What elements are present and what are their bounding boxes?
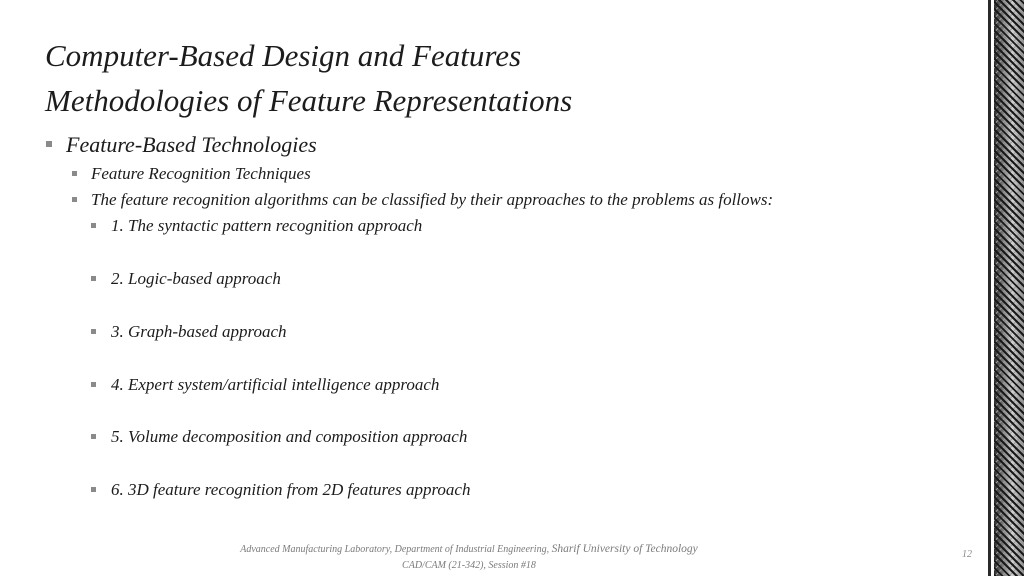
bullet-text: 2. Logic-based approach (111, 269, 281, 288)
decorative-side-strip (978, 0, 1024, 576)
bullet-approach-4 (91, 374, 439, 396)
hatch-pattern-decoration (994, 0, 1024, 576)
square-bullet-icon (91, 487, 96, 492)
bullet-text: 5. Volume decomposition and composition approach (111, 427, 468, 446)
bullet-approach-1 (91, 215, 422, 237)
footer-lab-department: Advanced Manufacturing Laboratory, Department of Industrial Engineering, (240, 544, 552, 555)
footer-affiliation (0, 542, 938, 557)
square-bullet-icon (91, 223, 96, 228)
footer-university: Sharif University of Technology (551, 543, 698, 555)
bullet-text: 6. 3D feature recognition from 2D features approach (111, 480, 471, 499)
title-line-1: Computer-Based Design and Features (45, 38, 522, 73)
square-bullet-icon (91, 382, 96, 387)
bullet-text: 3. Graph-based approach (111, 322, 287, 341)
bullet-approach-2 (91, 268, 281, 290)
bullet-feature-recognition-techniques (72, 163, 311, 185)
bullet-approach-3 (91, 321, 287, 343)
bullet-text: 1. The syntactic pattern recognition approach (111, 216, 423, 235)
bullet-approach-6 (91, 479, 470, 501)
bullet-text: Feature Recognition Techniques (91, 164, 311, 183)
square-bullet-icon (91, 434, 96, 439)
square-bullet-icon (72, 171, 77, 176)
bullet-approach-5 (91, 426, 467, 448)
slide-title (45, 33, 572, 123)
bullet-text: 4. Expert system/artificial intelligence approach (111, 375, 440, 394)
bullet-text: The feature recognition algorithms can be classified by their approaches to the problems as follows: (91, 190, 774, 209)
square-bullet-icon (91, 276, 96, 281)
bullet-feature-based-technologies (46, 131, 317, 159)
footer-course: CAD/CAM (21-342), Session #18 (402, 560, 536, 571)
square-bullet-icon (91, 329, 96, 334)
strip-edge-line (988, 0, 991, 576)
title-line-2: Methodologies of Feature Representations (45, 83, 573, 118)
page-number: 12 (962, 549, 972, 560)
square-bullet-icon (72, 197, 77, 202)
bullet-text: Feature-Based Technologies (66, 132, 317, 157)
square-bullet-icon (46, 141, 52, 147)
bullet-classification-intro (72, 189, 773, 211)
